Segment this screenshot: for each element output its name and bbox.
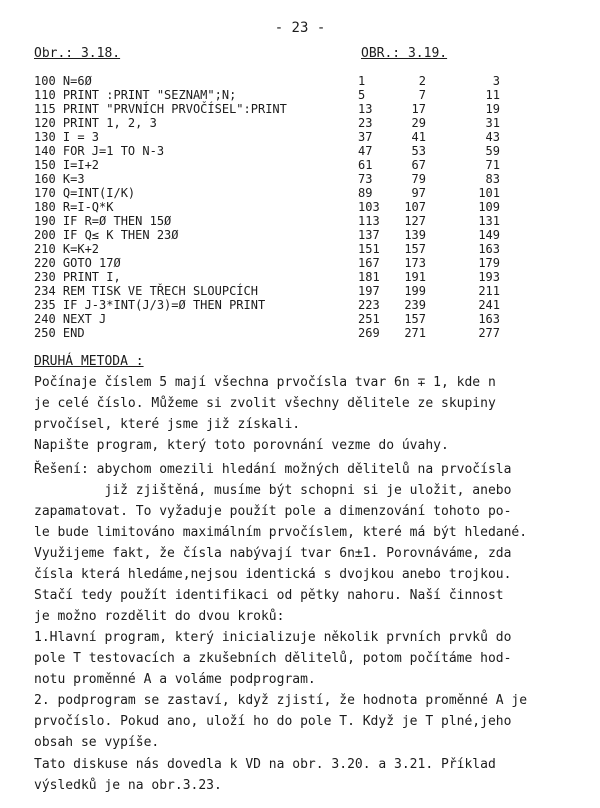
prime-cell: 163 — [478, 242, 500, 256]
text-line: Stačí tedy použít identifikaci od pětky nahoru. Naší činnost — [34, 588, 504, 603]
figure-right-label: OBR.: 3.19. — [361, 46, 448, 61]
prime-cell: 277 — [478, 326, 500, 340]
prime-cell: 23 — [358, 116, 373, 130]
prime-cell: 37 — [358, 130, 373, 144]
prime-row — [358, 312, 558, 326]
prime-cell: 163 — [478, 312, 500, 326]
code-line: 234 REM TISK VE TŘECH SLOUPCÍCH — [34, 284, 258, 298]
prime-cell: 3 — [492, 74, 500, 88]
code-line: 140 FOR J=1 TO N-3 — [34, 144, 165, 158]
prime-cell: 71 — [485, 158, 500, 172]
prime-cell: 89 — [358, 186, 373, 200]
prime-row — [358, 214, 558, 228]
prime-row — [358, 116, 558, 130]
prime-row — [358, 172, 558, 186]
prime-cell: 181 — [358, 270, 380, 284]
prime-cell: 59 — [485, 144, 500, 158]
code-line: 160 K=3 — [34, 172, 85, 186]
prime-row — [358, 74, 558, 88]
text-line: je celé číslo. Můžeme si zvolit všechny dělitele ze skupiny — [34, 396, 496, 411]
text-line: Napište program, který toto porovnání vezme do úvahy. — [34, 438, 449, 453]
code-line: 220 GOTO 17Ø — [34, 256, 121, 270]
prime-cell: 211 — [478, 284, 500, 298]
prime-cell: 41 — [411, 130, 426, 144]
prime-cell: 17 — [411, 102, 426, 116]
prime-cell: 271 — [404, 326, 426, 340]
code-line: 100 N=6Ø — [34, 74, 92, 88]
prime-cell: 251 — [358, 312, 380, 326]
prime-cell: 7 — [418, 88, 426, 102]
prime-cell: 73 — [358, 172, 373, 186]
code-line: 110 PRINT :PRINT "SEZNAM";N; — [34, 88, 237, 102]
prime-cell: 269 — [358, 326, 380, 340]
page-number: - 23 - — [274, 20, 326, 36]
prime-cell: 179 — [478, 256, 500, 270]
prime-cell: 101 — [478, 186, 500, 200]
prime-table — [358, 74, 558, 340]
prime-cell: 113 — [358, 214, 380, 228]
prime-cell: 103 — [358, 200, 380, 214]
text-line: le bude limitováno maximálním prvočíslem, které má být hledané. — [34, 525, 528, 540]
prime-cell: 191 — [404, 270, 426, 284]
prime-row — [358, 326, 558, 340]
prime-cell: 173 — [404, 256, 426, 270]
text-line: je možno rozdělit do dvou kroků: — [34, 609, 285, 624]
prime-row — [358, 228, 558, 242]
prime-cell: 241 — [478, 298, 500, 312]
text-line: pole T testovacích a zkušebních dělitelů, potom počítáme hod- — [34, 651, 512, 666]
prime-cell: 53 — [411, 144, 426, 158]
prime-row — [358, 88, 558, 102]
basic-listing — [34, 74, 287, 340]
text-line: notu proměnné A a voláme podprogram. — [34, 672, 316, 687]
prime-cell: 131 — [478, 214, 500, 228]
prime-row — [358, 130, 558, 144]
prime-cell: 223 — [358, 298, 380, 312]
text-line: Využijeme fakt, že čísla nabývají tvar 6n±1. Porovnáváme, zda — [34, 546, 512, 561]
prime-cell: 1 — [358, 74, 366, 88]
text-line: 1.Hlavní program, který inicializuje několik prvních prvků do — [34, 630, 512, 645]
text-line: výsledků je na obr.3.23. — [34, 778, 222, 793]
prime-cell: 31 — [485, 116, 500, 130]
code-line: 250 END — [34, 326, 85, 340]
text-line: prvočíslo. Pokud ano, uloží ho do pole T. Když je T plné,jeho — [34, 714, 512, 729]
prime-cell: 157 — [404, 242, 426, 256]
prime-cell: 19 — [485, 102, 500, 116]
paragraph-solution — [34, 459, 579, 753]
prime-row — [358, 256, 558, 270]
prime-cell: 149 — [478, 228, 500, 242]
prime-cell: 139 — [404, 228, 426, 242]
prime-cell: 157 — [404, 312, 426, 326]
code-line: 210 K=K+2 — [34, 242, 100, 256]
prime-row — [358, 102, 558, 116]
prime-cell: 239 — [404, 298, 426, 312]
code-line: 130 I = 3 — [34, 130, 100, 144]
paragraph-conclusion — [34, 754, 579, 796]
paragraph-task — [34, 372, 579, 456]
prime-cell: 79 — [411, 172, 426, 186]
prime-cell: 2 — [418, 74, 426, 88]
prime-cell: 199 — [404, 284, 426, 298]
prime-row — [358, 242, 558, 256]
text-line: čísla která hledáme,nejsou identická s dvojkou anebo trojkou. — [34, 567, 512, 582]
prime-row — [358, 298, 558, 312]
prime-cell: 197 — [358, 284, 380, 298]
prime-cell: 109 — [478, 200, 500, 214]
prime-row — [358, 158, 558, 172]
prime-cell: 137 — [358, 228, 380, 242]
code-line: 235 IF J-3*INT(J/3)=Ø THEN PRINT — [34, 298, 266, 312]
prime-row — [358, 270, 558, 284]
text-line: již zjištěná, musíme být schopni si je uložit, anebo — [34, 483, 512, 498]
prime-row — [358, 144, 558, 158]
code-line: 180 R=I-Q*K — [34, 200, 114, 214]
prime-cell: 5 — [358, 88, 366, 102]
prime-cell: 167 — [358, 256, 380, 270]
prime-cell: 47 — [358, 144, 373, 158]
code-line: 115 PRINT "PRVNÍCH PRVOČÍSEL":PRINT — [34, 102, 287, 116]
text-line: obsah se vypíše. — [34, 735, 160, 750]
text-line: 2. podprogram se zastaví, když zjistí, že hodnota proměnné A je — [34, 693, 528, 708]
prime-cell: 13 — [358, 102, 373, 116]
figure-left-label: Obr.: 3.18. — [34, 46, 121, 61]
text-line: Tato diskuse nás dovedla k VD na obr. 3.20. a 3.21. Příklad — [34, 757, 496, 772]
code-line: 230 PRINT I, — [34, 270, 121, 284]
prime-cell: 127 — [404, 214, 426, 228]
text-line: Počínaje číslem 5 mají všechna prvočísla tvar 6n ∓ 1, kde n — [34, 375, 496, 390]
code-line: 150 I=I+2 — [34, 158, 100, 172]
prime-cell: 61 — [358, 158, 373, 172]
prime-cell: 107 — [404, 200, 426, 214]
prime-cell: 83 — [485, 172, 500, 186]
prime-cell: 151 — [358, 242, 380, 256]
prime-cell: 67 — [411, 158, 426, 172]
text-line: zapamatovat. To vyžaduje použít pole a dimenzování tohoto po- — [34, 504, 512, 519]
code-line: 240 NEXT J — [34, 312, 107, 326]
code-line: 120 PRINT 1, 2, 3 — [34, 116, 157, 130]
prime-cell: 97 — [411, 186, 426, 200]
prime-row — [358, 200, 558, 214]
code-line: 190 IF R=Ø THEN 15Ø — [34, 214, 172, 228]
text-line: prvočísel, které jsme již získali. — [34, 417, 301, 432]
code-line: 200 IF Q≤ K THEN 23Ø — [34, 228, 179, 242]
prime-row — [358, 186, 558, 200]
text-line: Řešení: abychom omezili hledání možných dělitelů na prvočísla — [34, 462, 512, 477]
prime-cell: 193 — [478, 270, 500, 284]
code-line: 170 Q=INT(I/K) — [34, 186, 136, 200]
prime-cell: 11 — [485, 88, 500, 102]
prime-cell: 29 — [411, 116, 426, 130]
section-heading: DRUHÁ METODA : — [34, 354, 144, 369]
prime-row — [358, 284, 558, 298]
prime-cell: 43 — [485, 130, 500, 144]
